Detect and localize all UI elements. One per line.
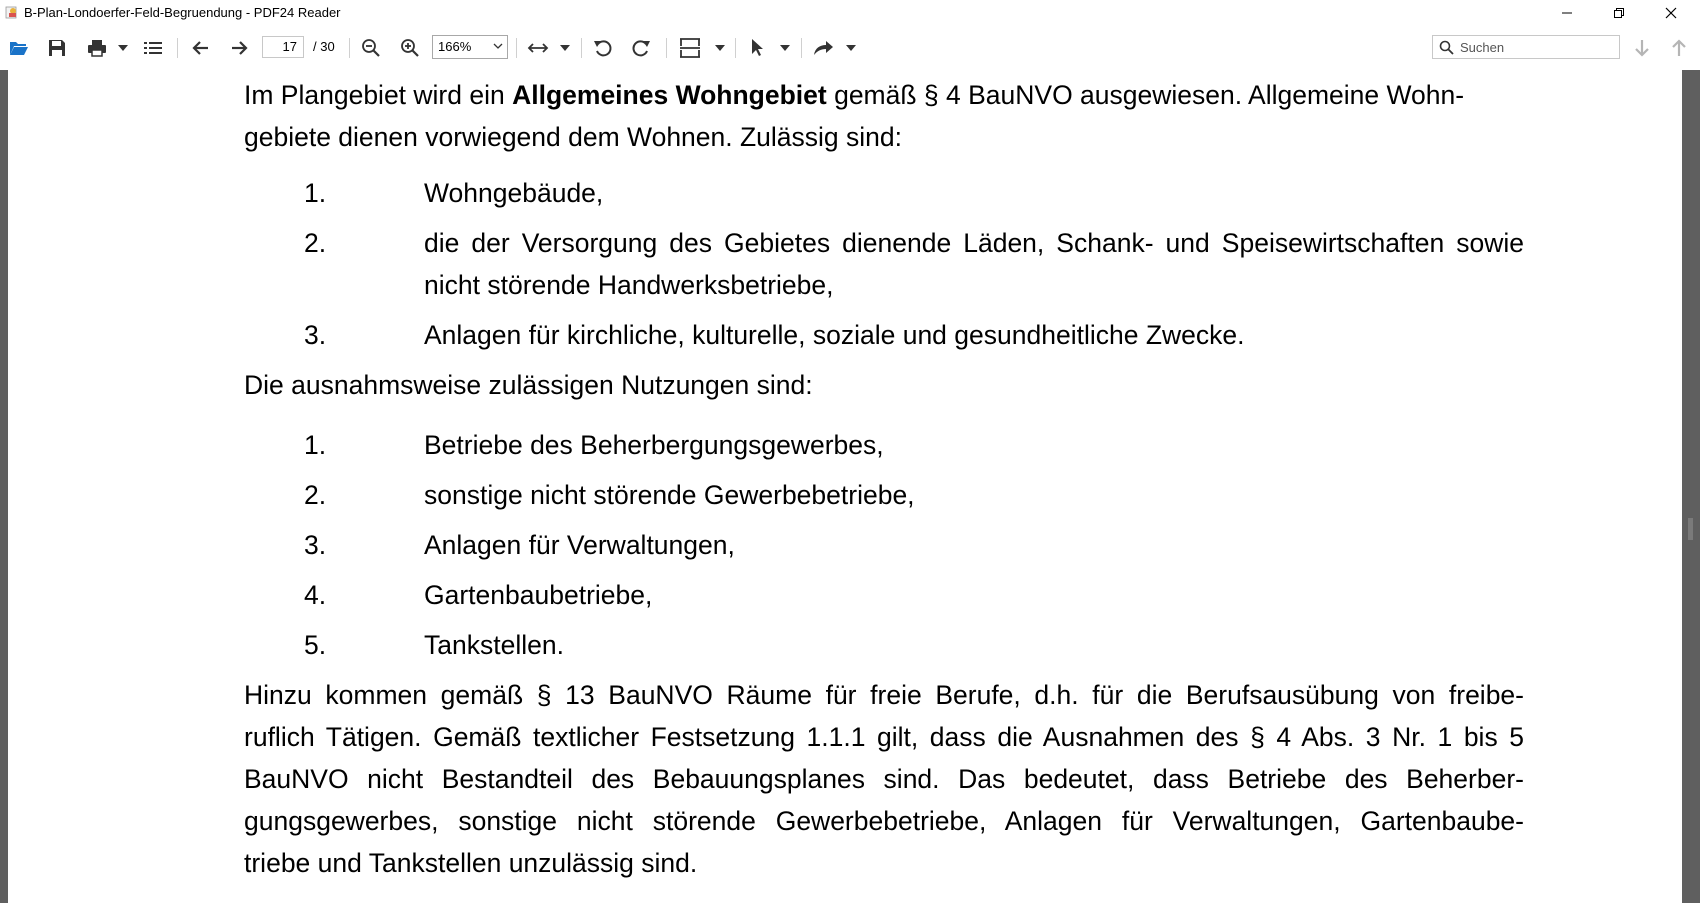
search-next-button[interactable]	[1629, 34, 1655, 62]
fit-width-button[interactable]	[525, 34, 551, 62]
zoom-in-icon	[400, 38, 420, 58]
print-button[interactable]	[84, 34, 110, 62]
pdf24-app-icon	[4, 4, 20, 20]
save-icon	[48, 39, 66, 57]
toolbar-separator	[349, 38, 350, 58]
page-layout-icon	[678, 37, 702, 59]
closing-paragraph-line: triebe und Tankstellen unzulässig sind.	[244, 848, 698, 878]
exceptions-heading: Die ausnahmsweise zulässigen Nutzungen sind:	[244, 370, 813, 400]
open-file-button[interactable]	[6, 34, 32, 62]
folder-open-icon	[9, 39, 29, 57]
restore-icon	[1613, 7, 1625, 19]
select-tool-dropdown[interactable]	[778, 34, 792, 62]
toolbar-separator	[666, 38, 667, 58]
caret-down-icon	[118, 45, 128, 51]
list-text: Betriebe des Beherbergungsgewerbes,	[424, 430, 884, 460]
share-forward-icon	[812, 39, 834, 57]
minimize-button[interactable]	[1544, 0, 1590, 25]
search-icon	[1439, 40, 1454, 55]
close-window-button[interactable]	[1648, 0, 1694, 25]
page-layout-dropdown[interactable]	[713, 34, 727, 62]
list-text: Gartenbaubetriebe,	[424, 580, 653, 610]
vertical-scrollbar-thumb[interactable]	[1688, 518, 1693, 540]
closing-paragraph-line: ruflich Tätigen. Gemäß textlicher Festsetzung 1.1.1 gilt, dass die Ausnahmen des § 4 Abs. 3 Nr. 1 bis 5	[244, 722, 1524, 752]
zoom-in-button[interactable]	[397, 34, 423, 62]
list-number: 2.	[304, 480, 327, 510]
list-icon	[143, 40, 163, 56]
intro-text: gemäß § 4 BauNVO ausgewiesen. Allgemeine Wohn-	[826, 80, 1465, 110]
list-number: 3.	[304, 530, 327, 560]
arrow-down-icon	[1634, 39, 1650, 57]
select-tool-button[interactable]	[744, 34, 770, 62]
toolbar-separator	[735, 38, 736, 58]
arrow-up-icon	[1671, 39, 1687, 57]
list-text: Anlagen für kirchliche, kulturelle, soziale und gesundheitliche Zwecke.	[424, 320, 1245, 350]
share-button[interactable]	[810, 34, 836, 62]
rotate-right-button[interactable]	[628, 34, 654, 62]
title-bar	[0, 0, 1700, 25]
page-total: / 30	[313, 39, 335, 54]
list-text: die der Versorgung des Gebietes dienende Läden, Schank- und Speisewirtschaften sowie	[424, 228, 1524, 258]
list-number: 5.	[304, 630, 327, 660]
fit-width-icon	[527, 42, 549, 54]
search-input[interactable]	[1432, 35, 1620, 59]
caret-down-icon	[846, 45, 856, 51]
search-placeholder: Suchen	[1460, 40, 1505, 55]
next-page-button[interactable]	[226, 34, 252, 62]
list-number: 1.	[304, 178, 327, 208]
list-text: Wohngebäude,	[424, 178, 604, 208]
arrow-right-icon	[230, 40, 248, 56]
printer-icon	[87, 39, 107, 57]
list-number: 3.	[304, 320, 327, 350]
caret-down-icon	[780, 45, 790, 51]
arrow-left-icon	[192, 40, 210, 56]
window-title: B-Plan-Londoerfer-Feld-Begruendung - PDF24 Reader	[24, 5, 341, 20]
intro-bold-term: Allgemeines Wohngebiet	[512, 80, 827, 110]
intro-paragraph-line2: gebiete dienen vorwiegend dem Wohnen. Zulässig sind:	[244, 122, 903, 152]
list-text: nicht störende Handwerksbetriebe,	[424, 270, 834, 300]
list-text: sonstige nicht störende Gewerbebetriebe,	[424, 480, 915, 510]
caret-down-icon	[715, 45, 725, 51]
toolbar	[0, 25, 1700, 70]
save-button[interactable]	[44, 34, 70, 62]
fit-mode-dropdown[interactable]	[558, 34, 572, 62]
rotate-left-icon	[593, 38, 613, 58]
minimize-icon	[1561, 7, 1573, 19]
zoom-out-icon	[361, 38, 381, 58]
closing-paragraph-line: Hinzu kommen gemäß § 13 BauNVO Räume für freie Berufe, d.h. für die Berufsausübung von freibe-	[244, 680, 1524, 710]
document-viewer[interactable]	[0, 70, 1700, 903]
rotate-right-icon	[631, 38, 651, 58]
list-number: 2.	[304, 228, 327, 258]
toolbar-separator	[516, 38, 517, 58]
pdf-page	[8, 70, 1682, 903]
previous-page-button[interactable]	[188, 34, 214, 62]
page-number-input[interactable]: 17	[262, 36, 304, 58]
cursor-arrow-icon	[749, 38, 765, 58]
restore-button[interactable]	[1596, 0, 1642, 25]
list-text: Anlagen für Verwaltungen,	[424, 530, 735, 560]
chevron-down-icon	[493, 42, 503, 50]
outline-button[interactable]	[140, 34, 166, 62]
zoom-level-value: 166%	[438, 39, 472, 54]
rotate-left-button[interactable]	[590, 34, 616, 62]
intro-paragraph-line1	[244, 74, 1524, 116]
list-number: 1.	[304, 430, 327, 460]
toolbar-separator	[581, 38, 582, 58]
toolbar-separator	[177, 38, 178, 58]
share-dropdown[interactable]	[844, 34, 858, 62]
zoom-level-select[interactable]	[432, 35, 508, 59]
closing-paragraph-line: gungsgewerbes, sonstige nicht störende Gewerbebetriebe, Anlagen für Verwaltungen, Gartenbaube-	[244, 806, 1524, 836]
search-previous-button[interactable]	[1666, 34, 1692, 62]
list-number: 4.	[304, 580, 327, 610]
toolbar-separator	[801, 38, 802, 58]
page-layout-button[interactable]	[676, 34, 704, 62]
close-icon	[1665, 7, 1677, 19]
print-dropdown[interactable]	[116, 34, 130, 62]
closing-paragraph-line: BauNVO nicht Bestandteil des Bebauungsplanes sind. Das bedeutet, dass Betriebe des Beherber-	[244, 764, 1524, 794]
zoom-out-button[interactable]	[358, 34, 384, 62]
caret-down-icon	[560, 45, 570, 51]
list-text: Tankstellen.	[424, 630, 564, 660]
intro-text: Im Plangebiet wird ein	[244, 80, 513, 110]
